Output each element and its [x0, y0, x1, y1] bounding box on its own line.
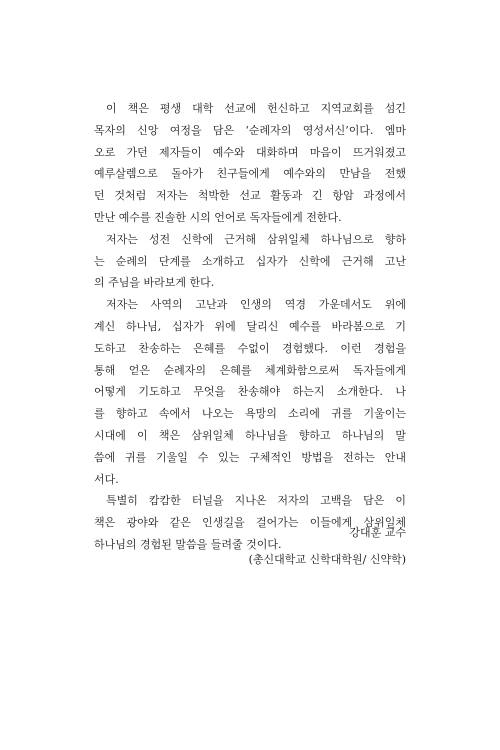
text-line: 서다.: [94, 472, 119, 486]
text-line: 예루살렘으로 돌아가 친구들에게 예수와의 만남을 전했: [94, 167, 406, 181]
text-line: 이 책은 평생 대학 선교에 헌신하고 지역교회를 섬긴: [106, 102, 406, 115]
text-line: 저자는 성전 신학에 근거해 삼위일체 하나님으로 향하: [106, 232, 406, 246]
text-line: 하나님의 경험된 말씀을 들려줄 것이다.: [94, 537, 282, 551]
signature-affiliation: (총신대학교 신학대학원/ 신약학): [248, 553, 406, 566]
text-line: 를 향하고 속에서 나오는 욕망의 소리에 귀를 기울이는: [94, 407, 406, 421]
text-line: 는 순례의 단계를 소개하고 십자가 신학에 근거해 고난: [94, 254, 406, 268]
text-line: 씀에 귀를 기울일 수 있는 구체적인 방법을 전하는 안내: [94, 450, 406, 464]
text-line: 던 것처럼 저자는 척박한 선교 활동과 긴 항암 과정에서: [94, 189, 406, 203]
text-line: 오로 가던 제자들이 예수와 대화하며 마음이 뜨거워졌고: [94, 145, 406, 159]
text-line: 계신 하나님, 십자가 위에 달리신 예수를 바라봄으로 기: [94, 319, 406, 333]
text-line: 특별히 캄캄한 터널을 지나온 저자의 고백을 담은 이: [106, 494, 406, 508]
endorsement-text: [94, 98, 406, 556]
text-line: 도하고 찬송하는 은혜를 수없이 경험했다. 이런 경험을: [94, 341, 406, 355]
text-line: 통해 얻은 순례자의 은혜를 체계화함으로써 독자들에게: [94, 363, 406, 377]
text-line: 만난 예수를 진솔한 시의 언어로 독자들에게 전한다.: [94, 210, 342, 224]
text-line: 목자의 신앙 여정을 담은 ‘순례자의 영성서신’이다. 엠마: [94, 123, 406, 137]
text-line: 저자는 사역의 고난과 인생의 역경 가운데서도 위에: [106, 298, 406, 312]
text-line: 시대에 이 책은 삼위일체 하나님을 향하고 하나님의 말: [94, 428, 406, 442]
text-line: 책은 광야와 같은 인생길을 걸어가는 이들에게 삼위일체: [94, 516, 406, 530]
signature-name: 강대훈 교수: [349, 526, 406, 539]
text-line: 어떻게 기도하고 무엇을 찬송해야 하는지 소개한다. 나: [94, 385, 406, 399]
text-line: 의 주님을 바라보게 한다.: [94, 276, 215, 290]
